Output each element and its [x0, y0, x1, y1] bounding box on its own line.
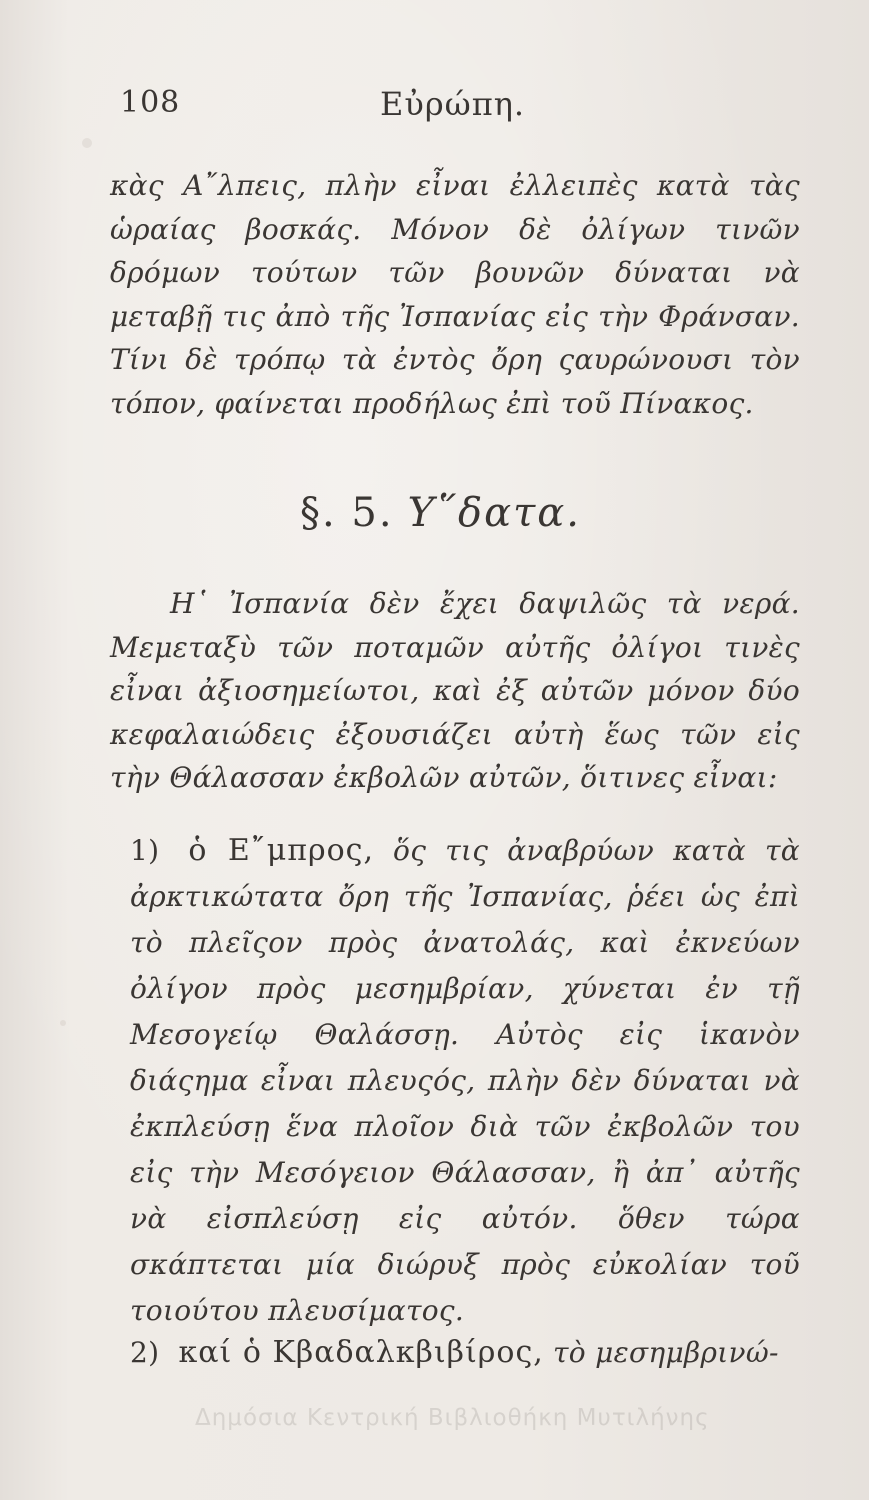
paragraph: κὰς Α῎λπεις, πλὴν εἶναι ἐλλειπὲς κατὰ τὰς ὡραίας βοσκάς. Μόνον δὲ ὀλίγων τινῶν δρόμων τούτων τῶν βουνῶν δύναται νὰ μεταβῇ τις ἀπὸ τῆς Ἰσπανίας εἰς τὴν Φράνσαν. Τίνι δὲ τρόπῳ τὰ ἐντὸς ὄρη ςαυρώνουσι τὸν τόπον, φαίνεται προδήλως ἐπὶ τοῦ Πίνακος.	[110, 169, 800, 420]
paper-stain	[60, 1020, 66, 1026]
list-marker: 2)	[130, 1336, 160, 1369]
page-number: 108	[120, 85, 181, 120]
page-header	[110, 85, 790, 135]
river-name: καί ὁ Κβαδαλκβιβίρος,	[178, 1335, 544, 1370]
list-item	[130, 828, 800, 1334]
paragraph: Η῾ Ἰσπανία δὲν ἔχει δαψιλῶς τὰ νερά. Μεμεταξὺ τῶν ποταμῶν αὐτῆς ὀλίγοι τινὲς εἶναι ἀξιοσημείωτοι, καὶ ἐξ αὐτῶν μόνον δύο κεφαλαιώδεις ἐξουσιάζει αὐτὴ ἕως τῶν εἰς τὴν Θάλασσαν ἐκβολῶν αὐτῶν, ὅιτινες εἶναι:	[110, 587, 800, 794]
list-item-text: ὅς τις ἀναβρύων κατὰ τὰ ἀρκτικώτατα ὄρη τῆς Ἰσπανίας, ῥέει ὡς ἐπὶ τὸ πλεῖςον πρὸς ἀνατολάς, καὶ ἐκνεύων ὀλίγον πρὸς μεσημβρίαν, χύνεται ἐν τῇ Μεσογείῳ Θαλάσσῃ. Αὐτὸς εἰς ἱκανὸν διάςημα εἶναι πλευςός, πλὴν δὲν δύναται νὰ ἐκπλεύσῃ ἕνα πλοῖον διὰ τῶν ἐκβολῶν του εἰς τὴν Μεσόγειον Θάλασσαν, ἢ ἀπ᾽ αὐτῆς νὰ εἰσπλεύσῃ εἰς αὐτόν. ὅθεν τώρα σκάπτεται μία διώρυξ πρὸς εὐκολίαν τοῦ τοιούτου πλευσίματος.	[130, 834, 801, 1327]
list-marker: 1)	[130, 834, 160, 867]
section-title: Υ῞δατα.	[407, 490, 581, 536]
list-item	[130, 1330, 800, 1376]
library-watermark: Δημόσια Κεντρική Βιβλιοθήκη Μυτιλήνης	[195, 1405, 710, 1431]
paper-stain	[82, 138, 92, 148]
running-head: Εὐρώπη.	[380, 85, 526, 123]
section-heading	[300, 490, 700, 536]
river-name: ὁ Ε῎μπρος,	[188, 833, 374, 868]
section-number: §. 5.	[300, 490, 394, 536]
list-item-text: τὸ μεσημβρινώ-	[553, 1336, 779, 1369]
